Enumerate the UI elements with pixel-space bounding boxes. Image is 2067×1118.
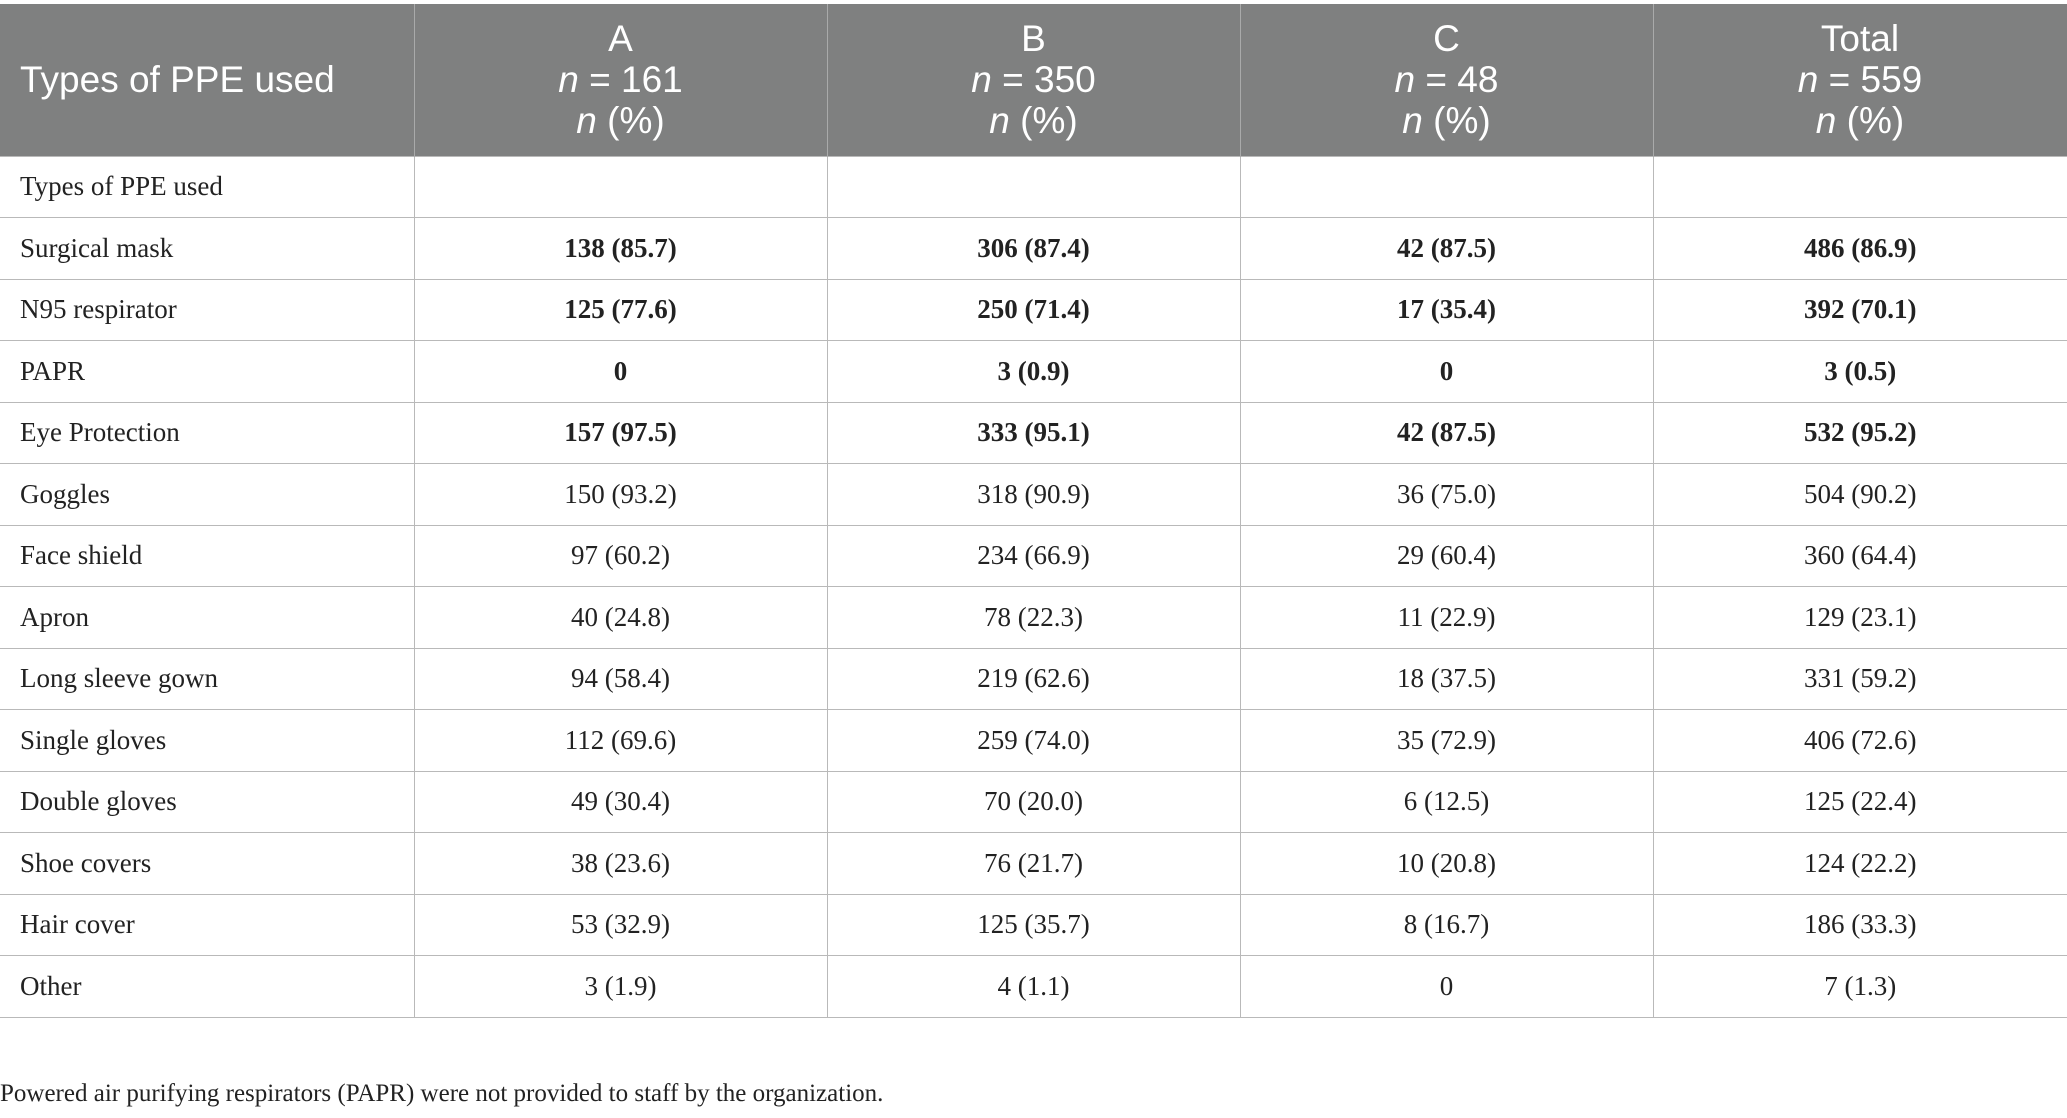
cell-b: 259 (74.0) [827,710,1240,772]
cell-b: 78 (22.3) [827,587,1240,649]
cell-total: 7 (1.3) [1653,956,2067,1018]
table-row [0,279,2067,341]
cell-a: 157 (97.5) [414,402,827,464]
row-label: Surgical mask [0,218,414,280]
cell-b: 234 (66.9) [827,525,1240,587]
table-row [0,156,2067,218]
cell-c: 18 (37.5) [1240,648,1653,710]
cell-b: 3 (0.9) [827,341,1240,403]
cell-c: 6 (12.5) [1240,771,1653,833]
cell-a: 112 (69.6) [414,710,827,772]
table-row [0,402,2067,464]
row-label: Hair cover [0,894,414,956]
row-label: Eye Protection [0,402,414,464]
header-col-pct: n (%) [989,100,1078,142]
cell-total: 504 (90.2) [1653,464,2067,526]
table-row [0,648,2067,710]
cell-b: 306 (87.4) [827,218,1240,280]
cell-total: 392 (70.1) [1653,279,2067,341]
cell-total: 129 (23.1) [1653,587,2067,649]
header-col-pct: n (%) [1402,100,1491,142]
cell-c: 29 (60.4) [1240,525,1653,587]
table-row [0,956,2067,1018]
cell-c: 8 (16.7) [1240,894,1653,956]
cell-total: 331 (59.2) [1653,648,2067,710]
header-cell-b [827,4,1240,156]
cell-c: 11 (22.9) [1240,587,1653,649]
cell-total: 406 (72.6) [1653,710,2067,772]
header-row [0,4,2067,156]
cell-a: 125 (77.6) [414,279,827,341]
table-row [0,710,2067,772]
cell-a: 138 (85.7) [414,218,827,280]
table-row [0,587,2067,649]
row-label: Types of PPE used [0,156,414,218]
cell-b: 76 (21.7) [827,833,1240,895]
table-row [0,464,2067,526]
header-col-n: n = 161 [558,59,683,101]
header-col-pct: n (%) [576,100,665,142]
cell-total: 3 (0.5) [1653,341,2067,403]
cell-total: 125 (22.4) [1653,771,2067,833]
table-row [0,771,2067,833]
cell-c: 0 [1240,956,1653,1018]
row-label: Shoe covers [0,833,414,895]
header-title: Types of PPE used [20,59,335,101]
cell-total: 186 (33.3) [1653,894,2067,956]
cell-b: 70 (20.0) [827,771,1240,833]
cell-a: 97 (60.2) [414,525,827,587]
header-col-n: n = 350 [971,59,1096,101]
table-row [0,833,2067,895]
cell-b [827,156,1240,218]
cell-total: 360 (64.4) [1653,525,2067,587]
cell-a: 49 (30.4) [414,771,827,833]
table-row [0,341,2067,403]
cell-total: 124 (22.2) [1653,833,2067,895]
cell-c: 36 (75.0) [1240,464,1653,526]
cell-total: 486 (86.9) [1653,218,2067,280]
header-col-name: C [1433,18,1460,60]
row-label: Other [0,956,414,1018]
table-row [0,525,2067,587]
header-col-pct: n (%) [1815,100,1905,142]
cell-a: 0 [414,341,827,403]
cell-a: 38 (23.6) [414,833,827,895]
header-col-n: n = 48 [1394,59,1499,101]
header-cell-total [1653,4,2067,156]
table-header [0,4,2067,156]
row-label: Goggles [0,464,414,526]
cell-a: 150 (93.2) [414,464,827,526]
row-label: N95 respirator [0,279,414,341]
header-col-name: B [1021,18,1046,60]
cell-c: 35 (72.9) [1240,710,1653,772]
row-label: Double gloves [0,771,414,833]
cell-a: 53 (32.9) [414,894,827,956]
cell-b: 125 (35.7) [827,894,1240,956]
ppe-usage-table [0,4,2067,1018]
cell-a: 94 (58.4) [414,648,827,710]
header-cell-a [414,4,827,156]
header-cell-types [0,4,414,156]
cell-b: 333 (95.1) [827,402,1240,464]
row-label: Single gloves [0,710,414,772]
cell-c: 10 (20.8) [1240,833,1653,895]
cell-a: 3 (1.9) [414,956,827,1018]
table-body [0,156,2067,1017]
row-label: Apron [0,587,414,649]
cell-total: 532 (95.2) [1653,402,2067,464]
cell-b: 4 (1.1) [827,956,1240,1018]
cell-b: 250 (71.4) [827,279,1240,341]
table-row [0,894,2067,956]
header-col-n: n = 559 [1797,59,1923,101]
row-label: PAPR [0,341,414,403]
cell-b: 219 (62.6) [827,648,1240,710]
table-row [0,218,2067,280]
cell-c: 42 (87.5) [1240,218,1653,280]
header-cell-c [1240,4,1653,156]
cell-b: 318 (90.9) [827,464,1240,526]
row-label: Face shield [0,525,414,587]
cell-total [1653,156,2067,218]
table-footnote: Powered air purifying respirators (PAPR) were not provided to staff by the organization. [0,1080,884,1107]
cell-a: 40 (24.8) [414,587,827,649]
cell-c: 42 (87.5) [1240,402,1653,464]
cell-c [1240,156,1653,218]
row-label: Long sleeve gown [0,648,414,710]
cell-c: 17 (35.4) [1240,279,1653,341]
cell-a [414,156,827,218]
header-col-name: Total [1820,18,1900,60]
cell-c: 0 [1240,341,1653,403]
header-col-name: A [608,18,633,60]
